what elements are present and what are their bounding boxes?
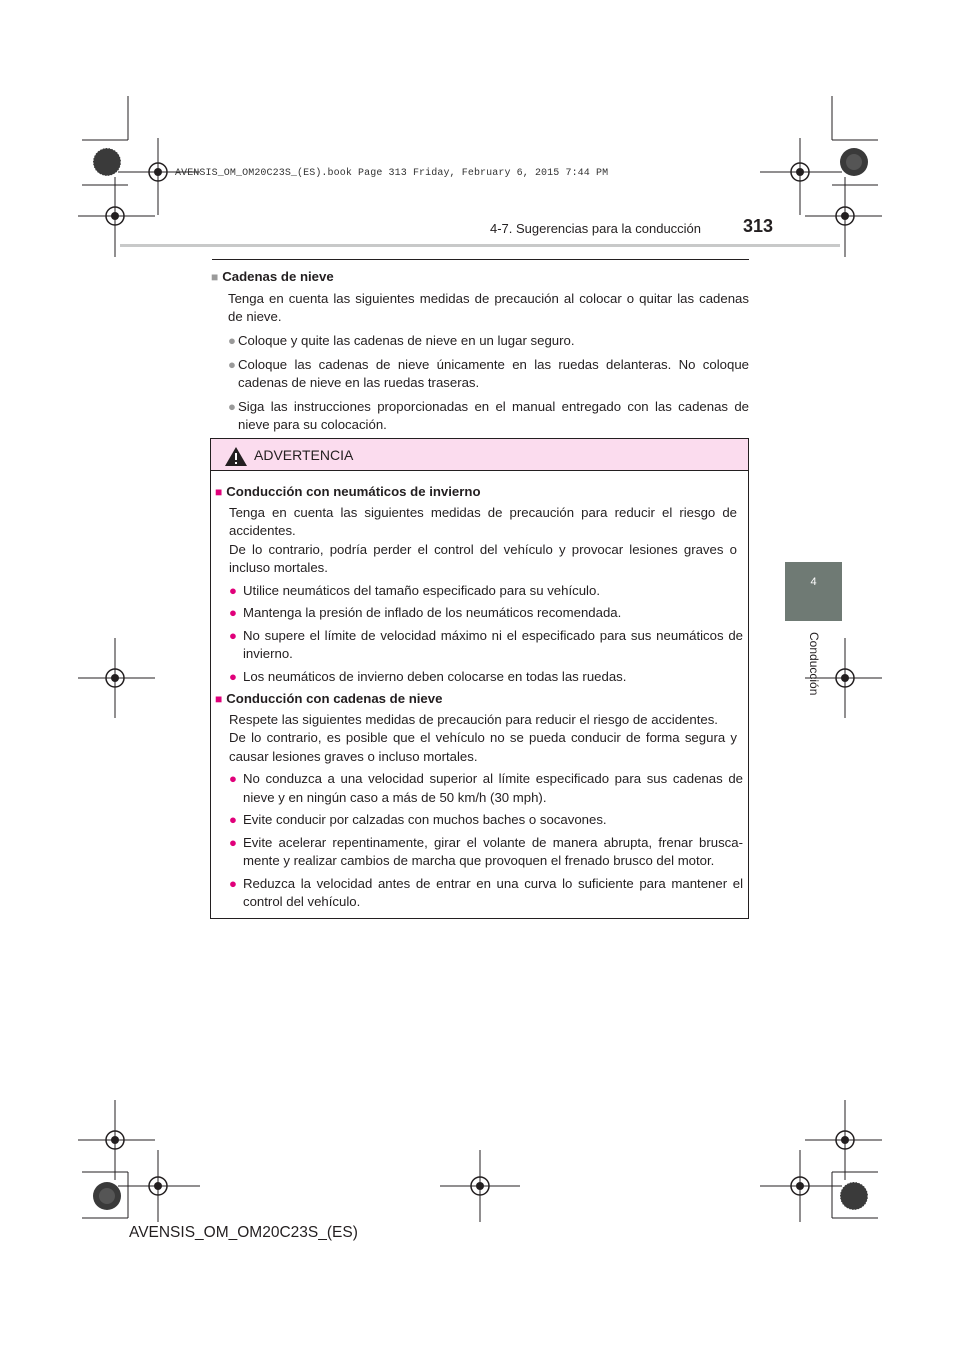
snow-chains-section	[211, 268, 749, 440]
circle-bullet-icon: ●	[228, 333, 236, 348]
list-item: ● Siga las instrucciones proporcionadas en el manual entregado con las cadenas de nieve para su colocación.	[228, 399, 749, 432]
circle-bullet-icon: ●	[229, 627, 237, 643]
list-item: ● No conduzca a una velocidad superior al límite especificado para sus cadenas de nieve y en ningún caso a más de 50 km/h (30 mph).	[229, 771, 743, 805]
circle-bullet-icon: ●	[229, 582, 237, 598]
circle-bullet-icon: ●	[229, 834, 237, 850]
warning-body	[215, 483, 743, 916]
list-item: ● Los neumáticos de invierno deben colocarse en todas las ruedas.	[229, 668, 743, 687]
chapter-number: 4	[810, 576, 817, 588]
circle-bullet-icon: ●	[229, 668, 237, 684]
list-item: ● Reduzca la velocidad antes de entrar en una curva lo suficiente para mantener el control del vehículo.	[229, 875, 743, 909]
footer-document-code: AVENSIS_OM_OM20C23S_(ES)	[129, 1224, 358, 1241]
content-top-rule	[212, 259, 749, 260]
square-bullet-icon: ■	[215, 485, 223, 499]
circle-bullet-icon: ●	[229, 875, 237, 891]
warning-header	[211, 439, 748, 471]
list-item: ● Coloque las cadenas de nieve únicamente en las ruedas delanteras. No coloque cadenas de nieve en las ruedas traseras.	[228, 357, 749, 390]
circle-bullet-icon: ●	[229, 812, 237, 827]
list-item: ● Evite acelerar repentinamente, girar el volante de manera abrupta, frenar brusca-mente y realizar cambios de marcha que provoquen el frenado brusco del motor.	[229, 834, 743, 868]
printer-slug-line: AVENSIS_OM_OM20C23S_(ES).book Page 313 Friday, February 6, 2015 7:44 PM	[175, 168, 609, 179]
warning-section-heading: ■ Conducción con neumáticos de invierno	[215, 484, 481, 499]
list-item: ● Coloque y quite las cadenas de nieve en un lugar seguro.	[228, 333, 575, 348]
warning-title: ADVERTENCIA	[254, 447, 354, 463]
chapter-label: Conducción	[807, 632, 821, 696]
header-rule	[120, 244, 840, 247]
warning-paragraph: Respete las siguientes medidas de precaución para reducir el riesgo de accidentes. De lo contrario, es posible que el vehículo no se pueda conducir de forma segura y causar lesiones graves o incluso mortales.	[229, 711, 737, 764]
warning-box	[210, 438, 749, 919]
circle-bullet-icon: ●	[228, 399, 236, 414]
list-item: ● Utilice neumáticos del tamaño especificado para su vehículo.	[229, 582, 743, 601]
header-section-title: 4-7. Sugerencias para la conducción	[490, 221, 702, 236]
section-heading: ■ Cadenas de nieve	[211, 269, 334, 284]
circle-bullet-icon: ●	[229, 771, 237, 786]
list-item: ● No supere el límite de velocidad máximo ni el especificado para sus neumáticos de invierno.	[229, 627, 743, 661]
circle-bullet-icon: ●	[229, 605, 237, 620]
warning-section-heading: ■ Conducción con cadenas de nieve	[215, 691, 443, 706]
list-item: ● Mantenga la presión de inflado de los neumáticos recomendada.	[229, 604, 743, 623]
chapter-tab	[785, 562, 842, 621]
square-bullet-icon: ■	[215, 692, 223, 706]
warning-paragraph: Tenga en cuenta las siguientes medidas de precaución para reducir el riesgo de accidentes. De lo contrario, podría perder el control del vehículo y provocar lesiones graves o incluso mortales.	[229, 504, 737, 575]
list-item: ● Evite conducir por calzadas con muchos baches o socavones.	[229, 811, 743, 830]
page-number: 313	[743, 216, 774, 236]
warning-triangle-icon	[225, 447, 247, 466]
circle-bullet-icon: ●	[228, 357, 236, 372]
square-bullet-icon: ■	[211, 270, 219, 284]
intro-paragraph: Tenga en cuenta las siguientes medidas de precaución al colocar o quitar las cadenas de nieve.	[228, 291, 749, 324]
